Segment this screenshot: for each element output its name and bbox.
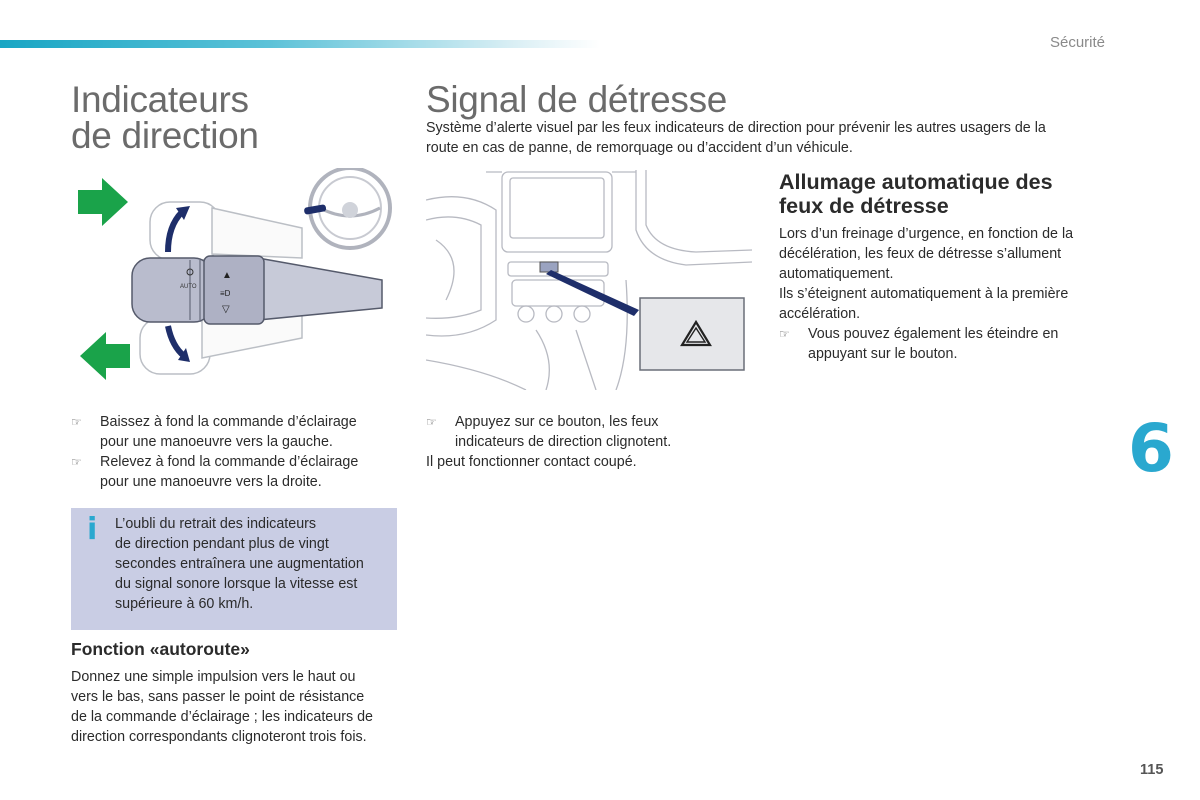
list-item <box>779 324 1109 364</box>
turn-signal-stalk-illustration <box>72 168 402 388</box>
autoroute-heading: Fonction «autoroute» <box>71 639 250 659</box>
info-line: de direction pendant plus de vingt <box>115 536 329 552</box>
svg-text:AUTO: AUTO <box>180 284 197 290</box>
right-arrow-icon <box>78 178 128 226</box>
paragraph-line: automatiquement. <box>779 266 894 282</box>
info-line: supérieure à 60 km/h. <box>115 596 254 612</box>
info-line: secondes entraînera une augmentation <box>115 556 364 572</box>
info-line: L’oubli du retrait des indicateurs <box>115 516 317 532</box>
steering-wheel-icon <box>304 168 390 248</box>
page-title-left <box>71 79 259 156</box>
paragraph-line: Système d’alerte visuel par les feux indicateurs de direction pour prévenir les autres usagers de la <box>426 120 1046 136</box>
left-arrow-icon <box>80 332 130 380</box>
heading-line: Allumage automatique des <box>779 170 1053 194</box>
pointing-hand-icon: ☞ <box>71 415 82 429</box>
turn-signal-instructions <box>71 412 401 492</box>
title-line: de direction <box>71 115 259 156</box>
paragraph-line: Lors d’un freinage d’urgence, en fonction de la <box>779 226 1074 242</box>
page-title-right: Signal de détresse <box>426 79 728 120</box>
auto-hazard-text <box>779 224 1109 364</box>
info-icon: i <box>87 512 98 547</box>
paragraph-line: route en cas de panne, de remorquage ou d’accident d’un véhicule. <box>426 140 853 156</box>
svg-text:▽: ▽ <box>222 304 230 315</box>
list-item <box>71 412 401 452</box>
list-item-text: pour une manoeuvre vers la droite. <box>100 474 322 490</box>
page-number: 115 <box>1140 762 1164 778</box>
pointing-hand-icon: ☞ <box>426 415 437 429</box>
header-accent-bar <box>0 40 600 48</box>
paragraph-line: vers le bas, sans passer le point de résistance <box>71 689 365 705</box>
paragraph-line: accélération. <box>779 306 861 322</box>
svg-text:≡D: ≡D <box>220 289 231 298</box>
hazard-intro <box>426 118 1106 158</box>
list-item-text: Vous pouvez également les éteindre en <box>808 326 1059 342</box>
paragraph-line: de la commande d’éclairage ; les indicateurs de <box>71 709 373 725</box>
paragraph-line: Ils s’éteignent automatiquement à la première <box>779 286 1069 302</box>
list-item <box>71 452 401 492</box>
hazard-button-zoom <box>640 298 744 370</box>
list-item-text: Baissez à fond la commande d’éclairage <box>100 414 357 430</box>
auto-hazard-heading <box>779 170 1109 218</box>
pointing-hand-icon: ☞ <box>71 455 82 469</box>
svg-text:▲: ▲ <box>222 270 232 281</box>
hazard-instructions <box>426 412 756 472</box>
info-line: du signal sonore lorsque la vitesse est <box>115 576 358 592</box>
chapter-number: 6 <box>1128 410 1174 487</box>
paragraph-line: direction correspondants clignoteront trois fois. <box>71 729 367 745</box>
list-item-text: Relevez à fond la commande d’éclairage <box>100 454 359 470</box>
light-control-stalk <box>132 256 382 324</box>
list-item-text: appuyant sur le bouton. <box>808 346 958 362</box>
list-item-text: indicateurs de direction clignotent. <box>455 434 672 450</box>
info-text <box>115 514 391 614</box>
pointing-hand-icon: ☞ <box>779 327 790 341</box>
list-item-text: pour une manoeuvre vers la gauche. <box>100 434 333 450</box>
info-box <box>71 508 397 630</box>
autoroute-text <box>71 667 406 747</box>
list-item <box>426 412 756 452</box>
paragraph-line: décélération, les feux de détresse s’allument <box>779 246 1062 262</box>
title-line: Indicateurs <box>71 79 249 120</box>
list-item-text: Appuyez sur ce bouton, les feux <box>455 414 659 430</box>
paragraph-line: Donnez une simple impulsion vers le haut ou <box>71 669 356 685</box>
section-label: Sécurité <box>1049 34 1105 51</box>
paragraph-line: Il peut fonctionner contact coupé. <box>426 454 637 470</box>
heading-line: feux de détresse <box>779 194 949 218</box>
dashboard-hazard-illustration <box>426 170 752 390</box>
hazard-switch <box>540 262 558 272</box>
